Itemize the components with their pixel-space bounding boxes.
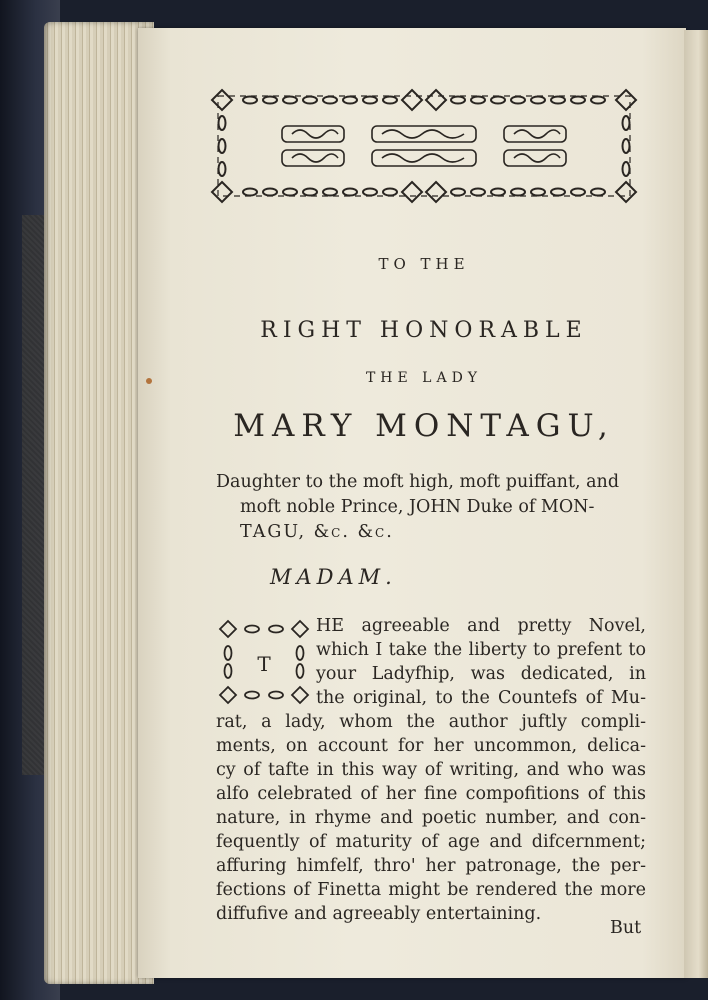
dedicatee-name: MARY MONTAGU, xyxy=(233,408,615,444)
body-line: diffufive and agreeably entertaining. xyxy=(216,904,542,924)
body-line: fequently of maturity of age and difcernment; xyxy=(216,832,646,852)
dedication-line-3: TAGU, &c. &c. xyxy=(240,522,394,542)
body-line: alfo celebrated of her fine compofitions of this xyxy=(216,784,646,804)
to-the-line: TO THE xyxy=(378,255,470,273)
body-line: rat, a lady, whom the author juftly compli- xyxy=(216,712,646,732)
catchword: But xyxy=(610,918,642,938)
ornamental-border-icon xyxy=(210,88,638,206)
dedication-line-2: moft noble Prince, JOHN Duke of MON- xyxy=(240,497,595,517)
dedication-paragraph xyxy=(216,470,646,545)
salutation: MADAM. xyxy=(270,565,397,589)
body-line: cy of tafte in this way of writing, and who was xyxy=(216,760,646,780)
facing-page-edge xyxy=(684,30,708,978)
body-paragraph xyxy=(216,614,646,926)
body-line: fections of Finetta might be rendered the more xyxy=(216,880,646,900)
dedication-line-1: Daughter to the moft high, moft puiffant, and xyxy=(216,472,620,492)
body-line: which I take the liberty to prefent to xyxy=(316,640,646,660)
body-line: HE agreeable and pretty Novel, xyxy=(316,616,646,636)
right-honorable-line: RIGHT HONORABLE xyxy=(260,318,588,343)
the-lady-line: THE LADY xyxy=(365,370,483,386)
body-line: the original, to the Countefs of Mu- xyxy=(316,688,646,708)
drop-cap-letter: T xyxy=(257,652,271,676)
body-line: affuring himfelf, thro' her patronage, the per- xyxy=(216,856,646,876)
body-line: your Ladyfhip, was dedicated, in xyxy=(316,664,646,684)
foxing-spot xyxy=(146,378,152,384)
body-line: ments, on account for her uncommon, delica- xyxy=(216,736,646,756)
body-line: nature, in rhyme and poetic number, and con- xyxy=(216,808,646,828)
